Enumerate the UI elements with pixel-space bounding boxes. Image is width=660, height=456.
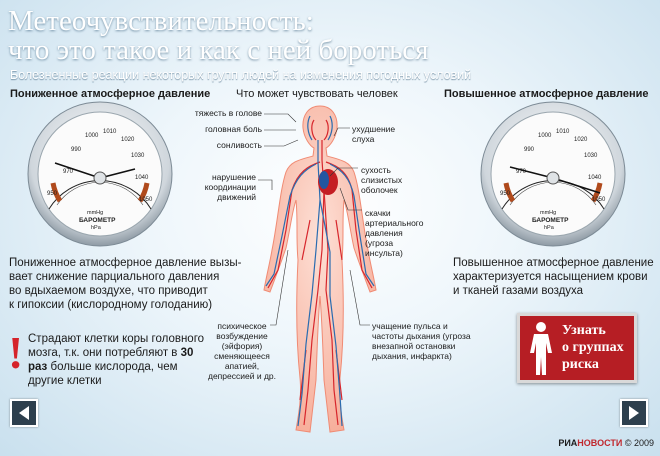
barometer-high-tick: 1030 [584, 153, 598, 159]
symptom-drowsiness: сонливость [216, 140, 262, 150]
low-pressure-description: Пониженное атмосферное давление вызы- вает снижение парциального давления во вдыхаемом воздухе, что приводит к гипоксии (кислородному голоданию) [9, 257, 242, 311]
barometer-high-unit-mm: mmHg [540, 210, 557, 216]
symptom-headache: головная боль [205, 124, 262, 134]
warning-text [28, 332, 208, 388]
risk-groups-label: Узнать о группах риска [562, 323, 624, 372]
title-line-1: Метеочувствительность: [8, 5, 314, 37]
symptom-heaviness: тяжесть в голове [194, 108, 262, 118]
barometer-high-tick: 1040 [588, 175, 602, 181]
person-icon [528, 321, 554, 377]
symptom-coordination: нарушение координации движений [204, 172, 256, 202]
barometer-low-tick: 1040 [135, 175, 149, 181]
exclamation-icon: ! [8, 327, 24, 378]
warning-text-before: Страдают клетки коры головного мозга, т.к. они потребляют в [28, 333, 205, 359]
barometer-high-tick: 990 [524, 147, 535, 153]
next-button[interactable] [620, 399, 648, 427]
symptom-hearing: ухудшение слуха [352, 124, 396, 144]
triangle-left-icon [12, 401, 36, 425]
high-pressure-description: Повышенное атмосферное давление характеризуется насыщением крови и тканей газами воздуха [453, 257, 654, 297]
footer-credit [558, 438, 654, 448]
high-pressure-heading: Повышенное атмосферное давление [444, 88, 649, 100]
barometer-high-tick: 1000 [538, 133, 552, 139]
barometer-high-tick: 1010 [556, 129, 570, 135]
warning-highlight: 30 раз [28, 347, 194, 373]
symptom-bp: скачки артериального давления (угроза инсульта) [365, 208, 424, 258]
barometer-high-tick: 1050 [592, 197, 606, 203]
barometer-high-tick: 1020 [574, 137, 588, 143]
title-line-2: что это такое и как с ней бороться [8, 34, 429, 66]
barometer-low-tick: 970 [63, 169, 74, 175]
barometer-low-tick: 1010 [103, 129, 117, 135]
barometer-low-tick: 1030 [131, 153, 145, 159]
barometer-low-unit-mm: mmHg [87, 210, 104, 216]
warning-text-after: больше кислорода, чем другие клетки [28, 361, 178, 387]
risk-groups-button[interactable] [517, 313, 637, 383]
copyright: © 2009 [624, 438, 654, 448]
subtitle: Болезненные реакции некоторых групп людей на изменения погодных условий [10, 68, 472, 82]
symptom-psych: психическое возбуждение (эйфория) сменяющееся апатией, депрессией и др. [208, 321, 276, 381]
symptom-dryness: сухость слизистых оболочек [361, 165, 403, 195]
barometer-high-tick: 970 [516, 169, 527, 175]
barometer-high-unit-hpa: hPa [544, 225, 554, 231]
brand-news: НОВОСТИ [577, 438, 623, 448]
low-pressure-heading: Пониженное атмосферное давление [10, 88, 211, 100]
barometer-low-icon [27, 101, 173, 247]
barometer-low-tick: 990 [71, 147, 82, 153]
barometer-low-tick: 950 [47, 191, 58, 197]
symptom-pulse: учащение пульса и частоты дыхания (угроза внезапной остановки дыхания, инфаркта) [372, 321, 471, 361]
barometer-low-label: БАРОМЕТР [79, 217, 116, 224]
barometer-high-icon [480, 101, 626, 247]
barometer-high-tick: 950 [500, 191, 511, 197]
leader-lines [180, 100, 480, 360]
brand-ria: РИА [558, 438, 578, 448]
barometer-high-label: БАРОМЕТР [532, 217, 569, 224]
prev-button[interactable] [10, 399, 38, 427]
barometer-low-tick: 1050 [139, 197, 153, 203]
barometer-low-tick: 1020 [121, 137, 135, 143]
barometer-low-tick: 1000 [85, 133, 99, 139]
triangle-right-icon [622, 401, 646, 425]
barometer-low-unit-hpa: hPa [91, 225, 101, 231]
center-heading: Что может чувствовать человек [236, 88, 398, 100]
